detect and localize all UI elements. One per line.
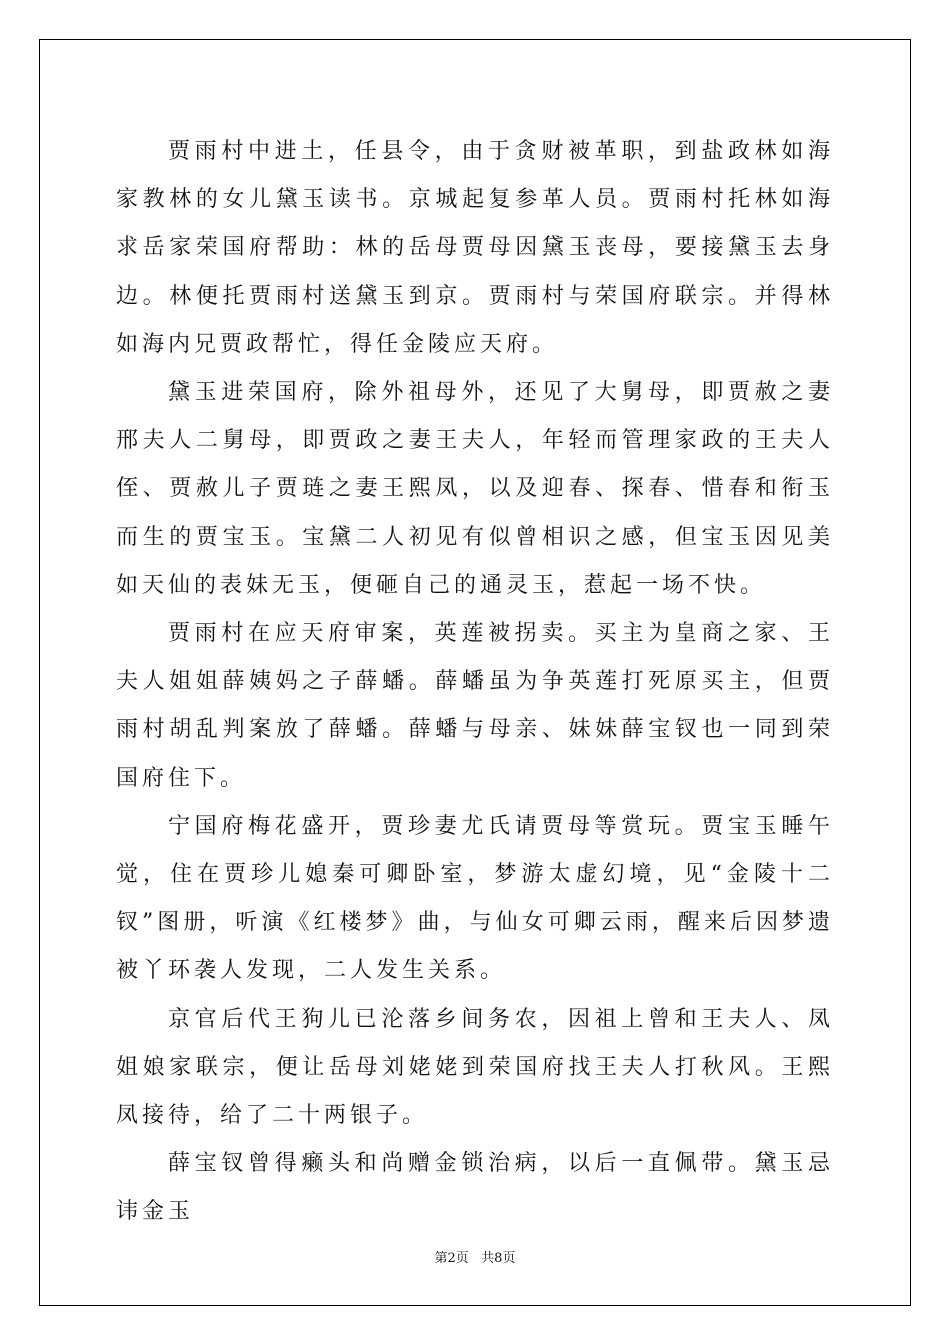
paragraph: 黛玉进荣国府，除外祖母外，还见了大舅母，即贾赦之妻邢夫人二舅母，即贾政之妻王夫人，年轻而管理家政的王夫人侄、贾赦儿子贾琏之妻王熙凤，以及迎春、探春、惜春和衔玉而生的贾宝玉。宝黛二人初见有似曾相识之感，但宝玉因见美如天仙的表妹无玉，便砸自己的通灵玉，惹起一场不快。 bbox=[116, 380, 834, 598]
paragraph: 京官后代王狗儿已沦落乡间务农，因祖上曾和王夫人、凤姐娘家联宗，便让岳母刘姥姥到荣国府找王夫人打秋风。王熙凤接待，给了二十两银子。 bbox=[116, 1006, 834, 1129]
document-body bbox=[116, 128, 834, 1237]
paragraph: 宁国府梅花盛开，贾珍妻尤氏请贾母等赏玩。贾宝玉睡午觉，住在贾珍儿媳秦可卿卧室，梦游太虚幻境，见“金陵十二钗”图册，听演《红楼梦》曲，与仙女可卿云雨，醒来后因梦遗被丫环袭人发现，二人发生关系。 bbox=[116, 813, 834, 984]
paragraph: 贾雨村中进土，任县令，由于贪财被革职，到盐政林如海家教林的女儿黛玉读书。京城起复参革人员。贾雨村托林如海求岳家荣国府帮助：林的岳母贾母因黛玉丧母，要接黛玉去身边。林便托贾雨村送黛玉到京。贾雨村与荣国府联宗。并得林如海内兄贾政帮忙，得任金陵应天府。 bbox=[116, 139, 834, 357]
page-number-footer: 第2页 共8页 bbox=[434, 1251, 516, 1266]
paragraph: 贾雨村在应天府审案，英莲被拐卖。买主为皇商之家、王夫人姐姐薛姨妈之子薛蟠。薛蟠虽为争英莲打死原买主，但贾雨村胡乱判案放了薛蟠。薛蟠与母亲、妹妹薛宝钗也一同到荣国府住下。 bbox=[116, 621, 834, 791]
paragraph: 薛宝钗曾得癞头和尚赠金锁治病，以后一直佩带。黛玉忌讳金玉 bbox=[116, 1151, 834, 1225]
